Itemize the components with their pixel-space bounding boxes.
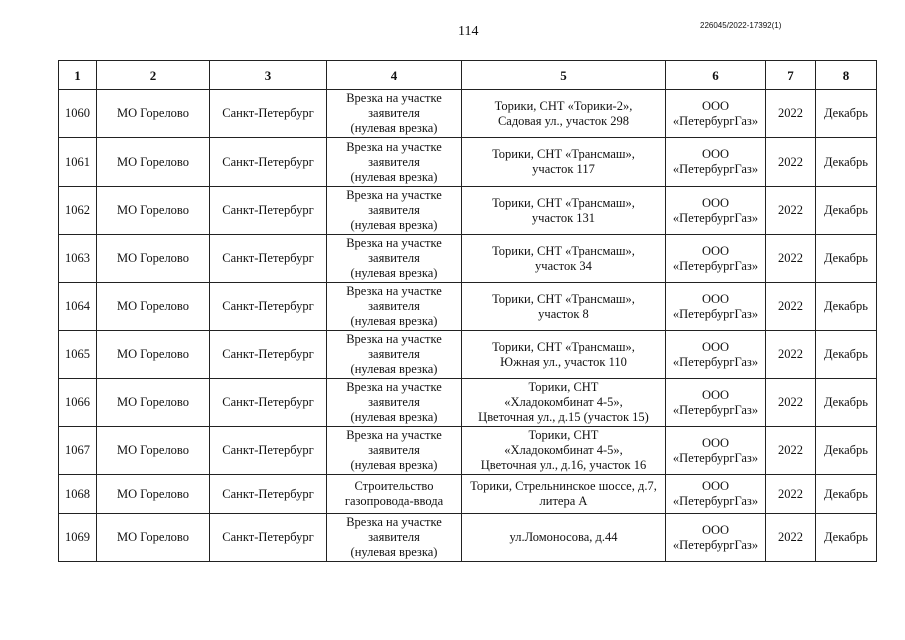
table-row xyxy=(59,90,877,138)
organization-cell-line: «ПетербургГаз» xyxy=(672,162,759,176)
year-cell: 2022 xyxy=(766,379,816,427)
year-cell: 2022 xyxy=(766,283,816,331)
document-id: 226045/2022-17392(1) xyxy=(700,21,782,30)
address-cell-line: «Хладокомбинат 4-5», xyxy=(504,395,623,409)
address-cell-line: Торики, СНТ «Трансмаш», xyxy=(492,339,635,354)
address-cell xyxy=(462,283,666,331)
address-cell xyxy=(462,90,666,138)
address-cell-line: Торики, СНТ xyxy=(528,380,599,394)
organization-cell-line: «ПетербургГаз» xyxy=(672,258,759,273)
month-cell: Декабрь xyxy=(816,235,877,283)
address-cell-line: Торики, СНТ «Трансмаш», xyxy=(492,147,635,161)
city-cell: Санкт-Петербург xyxy=(210,138,327,187)
year-cell: 2022 xyxy=(766,514,816,562)
work-type-cell-line: Врезка на участке xyxy=(346,188,442,202)
address-cell xyxy=(462,235,666,283)
work-type-cell xyxy=(327,138,462,187)
work-type-cell-line: заявителя xyxy=(368,299,420,313)
work-type-cell-line: (нулевая врезка) xyxy=(350,410,438,424)
row-number: 1067 xyxy=(59,427,97,475)
month-cell: Декабрь xyxy=(816,427,877,475)
municipality-cell: МО Горелово xyxy=(97,283,210,331)
work-type-cell-line: Врезка на участке xyxy=(346,515,442,529)
address-cell-line: Торики, СНТ «Трансмаш», xyxy=(492,243,635,258)
organization-cell-line: «ПетербургГаз» xyxy=(672,402,759,417)
work-type-cell-line: заявителя xyxy=(368,443,420,457)
city-cell: Санкт-Петербург xyxy=(210,514,327,562)
work-type-cell xyxy=(327,331,462,379)
organization-cell-line: ООО xyxy=(701,522,730,537)
city-cell: Санкт-Петербург xyxy=(210,475,327,514)
organization-cell xyxy=(666,475,766,514)
organization-cell-line: «ПетербургГаз» xyxy=(672,354,759,369)
year-cell: 2022 xyxy=(766,475,816,514)
organization-cell-line: ООО xyxy=(701,243,730,258)
work-type-cell-line: Врезка на участке xyxy=(346,380,442,394)
work-type-cell-line: Врезка на участке xyxy=(346,284,442,298)
year-cell: 2022 xyxy=(766,427,816,475)
address-cell-line: Торики, СНТ «Трансмаш», xyxy=(492,195,635,210)
column-header: 4 xyxy=(327,61,462,90)
year-cell: 2022 xyxy=(766,331,816,379)
work-type-cell-line: заявителя xyxy=(368,106,420,120)
work-type-cell-line: заявителя xyxy=(368,251,420,265)
work-type-cell-line: (нулевая врезка) xyxy=(350,121,438,135)
work-type-cell xyxy=(327,90,462,138)
month-cell: Декабрь xyxy=(816,90,877,138)
address-cell-line: Цветочная ул., д.16, участок 16 xyxy=(480,458,647,472)
city-cell: Санкт-Петербург xyxy=(210,235,327,283)
work-type-cell xyxy=(327,187,462,235)
municipality-cell: МО Горелово xyxy=(97,475,210,514)
organization-cell xyxy=(666,514,766,562)
row-number: 1063 xyxy=(59,235,97,283)
row-number: 1061 xyxy=(59,138,97,187)
organization-cell xyxy=(666,138,766,187)
table-row xyxy=(59,514,877,562)
row-number: 1065 xyxy=(59,331,97,379)
address-cell xyxy=(462,514,666,562)
organization-cell-line: «ПетербургГаз» xyxy=(672,306,759,321)
city-cell: Санкт-Петербург xyxy=(210,187,327,235)
address-cell-line: Торики, СНТ «Торики-2», xyxy=(494,98,633,113)
column-header: 6 xyxy=(666,61,766,90)
work-type-cell-line: (нулевая врезка) xyxy=(350,266,438,280)
work-type-cell-line: (нулевая врезка) xyxy=(350,458,438,472)
month-cell: Декабрь xyxy=(816,138,877,187)
work-type-cell xyxy=(327,235,462,283)
organization-cell-line: ООО xyxy=(701,147,730,161)
column-header: 7 xyxy=(766,61,816,90)
work-type-cell-line: газопровода-ввода xyxy=(344,494,444,508)
organization-cell-line: «ПетербургГаз» xyxy=(672,494,759,508)
work-type-cell-line: заявителя xyxy=(368,530,420,544)
month-cell: Декабрь xyxy=(816,283,877,331)
address-cell-line: «Хладокомбинат 4-5», xyxy=(504,443,623,457)
month-cell: Декабрь xyxy=(816,187,877,235)
organization-cell-line: ООО xyxy=(701,195,730,210)
organization-cell xyxy=(666,187,766,235)
address-cell xyxy=(462,138,666,187)
organization-cell-line: ООО xyxy=(701,435,730,450)
organization-cell-line: «ПетербургГаз» xyxy=(672,210,759,225)
work-type-cell-line: (нулевая врезка) xyxy=(350,362,438,376)
row-number: 1066 xyxy=(59,379,97,427)
work-type-cell xyxy=(327,514,462,562)
address-cell-line: Торики, СНТ xyxy=(528,428,599,442)
city-cell: Санкт-Петербург xyxy=(210,283,327,331)
column-header: 3 xyxy=(210,61,327,90)
row-number: 1069 xyxy=(59,514,97,562)
municipality-cell: МО Горелово xyxy=(97,379,210,427)
work-type-cell xyxy=(327,283,462,331)
table-row xyxy=(59,138,877,187)
municipality-cell: МО Горелово xyxy=(97,427,210,475)
organization-cell xyxy=(666,379,766,427)
city-cell: Санкт-Петербург xyxy=(210,379,327,427)
work-type-cell-line: Строительство xyxy=(354,479,434,493)
address-cell-line: Цветочная ул., д.15 (участок 15) xyxy=(478,410,649,424)
work-type-cell-line: Врезка на участке xyxy=(346,428,442,442)
address-cell-line: Торики, СНТ «Трансмаш», xyxy=(492,291,635,306)
year-cell: 2022 xyxy=(766,187,816,235)
address-cell xyxy=(462,331,666,379)
address-cell-line: участок 131 xyxy=(531,210,596,225)
month-cell: Декабрь xyxy=(816,331,877,379)
municipality-cell: МО Горелово xyxy=(97,235,210,283)
row-number: 1062 xyxy=(59,187,97,235)
month-cell: Декабрь xyxy=(816,514,877,562)
address-cell xyxy=(462,427,666,475)
municipality-cell: МО Горелово xyxy=(97,514,210,562)
organization-cell-line: «ПетербургГаз» xyxy=(672,113,759,128)
column-header: 8 xyxy=(816,61,877,90)
organization-cell-line: ООО xyxy=(701,479,730,493)
municipality-cell: МО Горелово xyxy=(97,331,210,379)
address-cell xyxy=(462,379,666,427)
municipality-cell: МО Горелово xyxy=(97,187,210,235)
work-type-cell-line: (нулевая врезка) xyxy=(350,314,438,328)
year-cell: 2022 xyxy=(766,235,816,283)
work-type-cell-line: Врезка на участке xyxy=(346,91,442,105)
organization-cell xyxy=(666,331,766,379)
address-cell-line: участок 34 xyxy=(535,258,592,273)
work-type-cell-line: Врезка на участке xyxy=(346,236,442,250)
work-type-cell xyxy=(327,475,462,514)
organization-cell-line: ООО xyxy=(701,291,730,306)
organization-cell xyxy=(666,235,766,283)
address-cell-line: Садовая ул., участок 298 xyxy=(497,113,630,128)
work-type-cell-line: заявителя xyxy=(368,154,420,169)
address-cell-line: ул.Ломоносова, д.44 xyxy=(509,530,618,544)
work-type-cell-line: Врезка на участке xyxy=(346,332,442,346)
month-cell: Декабрь xyxy=(816,379,877,427)
work-type-cell-line: (нулевая врезка) xyxy=(350,169,438,184)
table-row xyxy=(59,331,877,379)
city-cell: Санкт-Петербург xyxy=(210,331,327,379)
address-cell xyxy=(462,187,666,235)
table-row xyxy=(59,379,877,427)
address-cell-line: литера А xyxy=(539,494,588,508)
work-type-cell-line: заявителя xyxy=(368,347,420,361)
address-cell-line: участок 117 xyxy=(532,162,595,176)
organization-cell-line: «ПетербургГаз» xyxy=(672,450,759,465)
row-number: 1060 xyxy=(59,90,97,138)
address-cell xyxy=(462,475,666,514)
table-row xyxy=(59,235,877,283)
column-header: 2 xyxy=(97,61,210,90)
organization-cell xyxy=(666,427,766,475)
work-type-cell-line: Врезка на участке xyxy=(346,139,442,154)
work-type-cell-line: заявителя xyxy=(368,203,420,217)
month-cell: Декабрь xyxy=(816,475,877,514)
organization-cell-line: ООО xyxy=(701,339,730,354)
work-type-cell-line: (нулевая врезка) xyxy=(350,545,438,559)
works-table xyxy=(58,60,877,562)
organization-cell-line: ООО xyxy=(701,98,730,113)
organization-cell xyxy=(666,90,766,138)
work-type-cell-line: (нулевая врезка) xyxy=(350,218,438,232)
table-row xyxy=(59,283,877,331)
table-row xyxy=(59,427,877,475)
table-row xyxy=(59,187,877,235)
address-cell-line: Торики, Стрельнинское шоссе, д.7, xyxy=(470,479,657,493)
row-number: 1068 xyxy=(59,475,97,514)
table-row xyxy=(59,475,877,514)
row-number: 1064 xyxy=(59,283,97,331)
city-cell: Санкт-Петербург xyxy=(210,90,327,138)
municipality-cell: МО Горелово xyxy=(97,90,210,138)
work-type-cell-line: заявителя xyxy=(368,395,420,409)
city-cell: Санкт-Петербург xyxy=(210,427,327,475)
organization-cell xyxy=(666,283,766,331)
work-type-cell xyxy=(327,427,462,475)
municipality-cell: МО Горелово xyxy=(97,138,210,187)
work-type-cell xyxy=(327,379,462,427)
page-number: 114 xyxy=(458,24,479,39)
year-cell: 2022 xyxy=(766,138,816,187)
year-cell: 2022 xyxy=(766,90,816,138)
header-row xyxy=(59,61,877,90)
organization-cell-line: «ПетербургГаз» xyxy=(672,537,759,552)
column-header: 5 xyxy=(462,61,666,90)
organization-cell-line: ООО xyxy=(701,387,730,402)
address-cell-line: участок 8 xyxy=(538,306,589,321)
column-header: 1 xyxy=(59,61,97,90)
address-cell-line: Южная ул., участок 110 xyxy=(500,354,627,369)
